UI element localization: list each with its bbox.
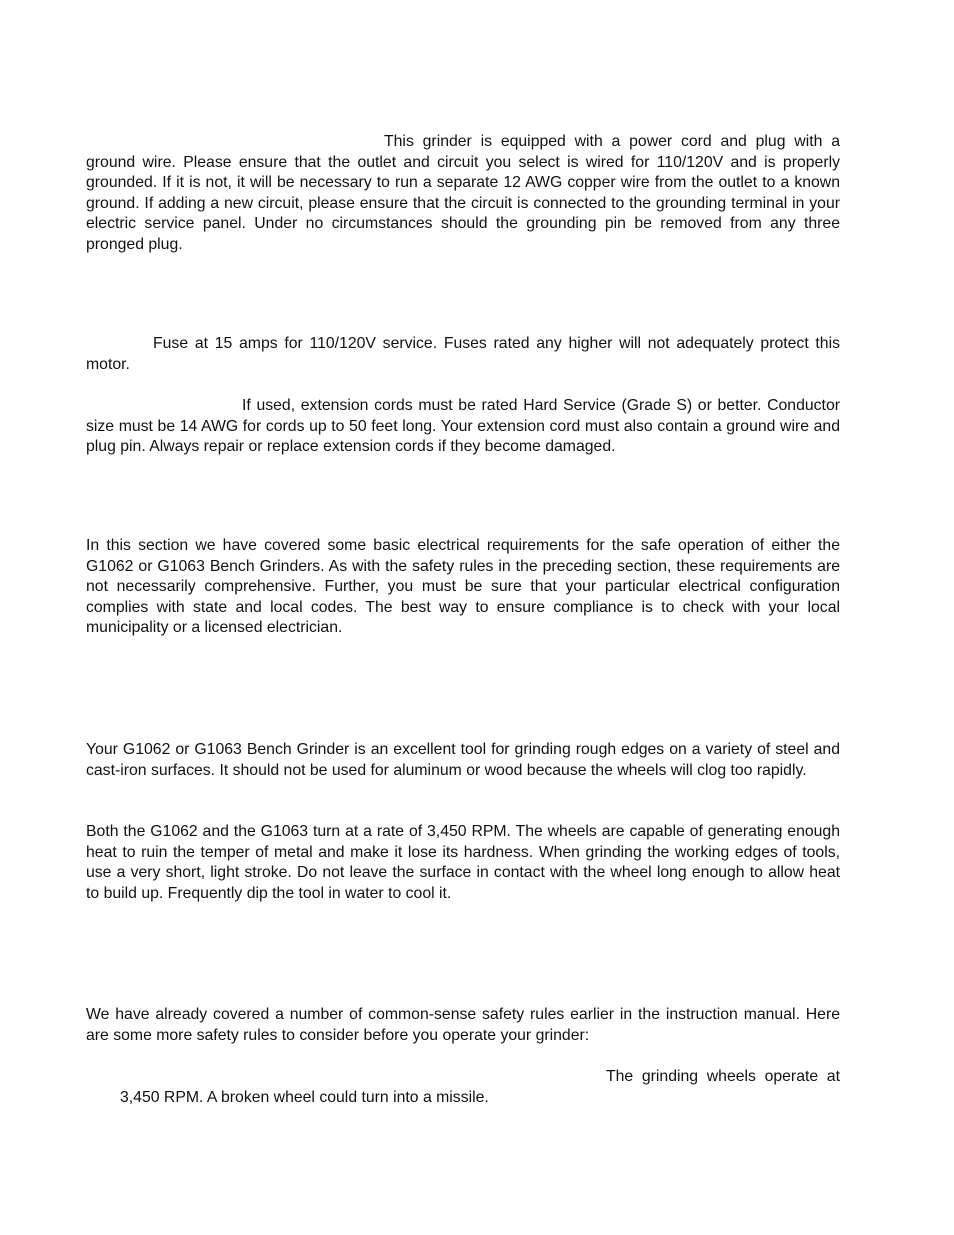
grounding-paragraph: This grinder is equipped with a power cord and plug with a ground wire. Please ensure that the outlet and circuit you select is wired for 110/120V and is properly grounded. If it is not, it will be necessary to run a separate 12 AWG copper wire from the outlet to a known ground. If adding a new circuit, please ensure that the circuit is connected to the grounding terminal in your electric service panel. Under no circumstances should the grounding pin be removed from any three pronged plug. xyxy=(86,133,840,253)
speed-paragraph: Both the G1062 and the G1063 turn at a rate of 3,450 RPM. The wheels are capable of generating enough heat to ruin the temper of metal and make it lose its hardness. When grinding the working edges of tools, use a very short, light stroke. Do not leave the surface in contact with the wheel long enough to allow heat to build up. Frequently dip the tool in water to cool it. xyxy=(86,823,840,902)
safety-bullet-wheel-speed: The grinding wheels operate at 3,450 RPM. A broken wheel could turn into a missile. xyxy=(120,1068,840,1106)
summary-paragraph: In this section we have covered some basic electrical requirements for the safe operation of either the G1062 or G1063 Bench Grinders. As with the safety rules in the preceding section, these requirements are not necessarily comprehensive. Further, you must be sure that your particular electrical configuration complies with state and local codes. The best way to ensure compliance is to check with your local municipality or a licensed electrician. xyxy=(86,537,840,637)
fuse-paragraph: Fuse at 15 amps for 110/120V service. Fuses rated any higher will not adequately protect this motor. xyxy=(86,335,840,373)
uses-paragraph: Your G1062 or G1063 Bench Grinder is an excellent tool for grinding rough edges on a variety of steel and cast-iron surfaces. It should not be used for aluminum or wood because the wheels will clog too rapidly. xyxy=(86,741,840,779)
extension-cords-paragraph: If used, extension cords must be rated Hard Service (Grade S) or better. Conductor size must be 14 AWG for cords up to 50 feet long. Your extension cord must also contain a ground wire and plug pin. Always repair or replace extension cords if they become damaged. xyxy=(86,397,840,456)
safety-intro-paragraph: We have already covered a number of common-sense safety rules earlier in the instruction manual. Here are some more safety rules to consider before you operate your grinder: xyxy=(86,1006,840,1044)
